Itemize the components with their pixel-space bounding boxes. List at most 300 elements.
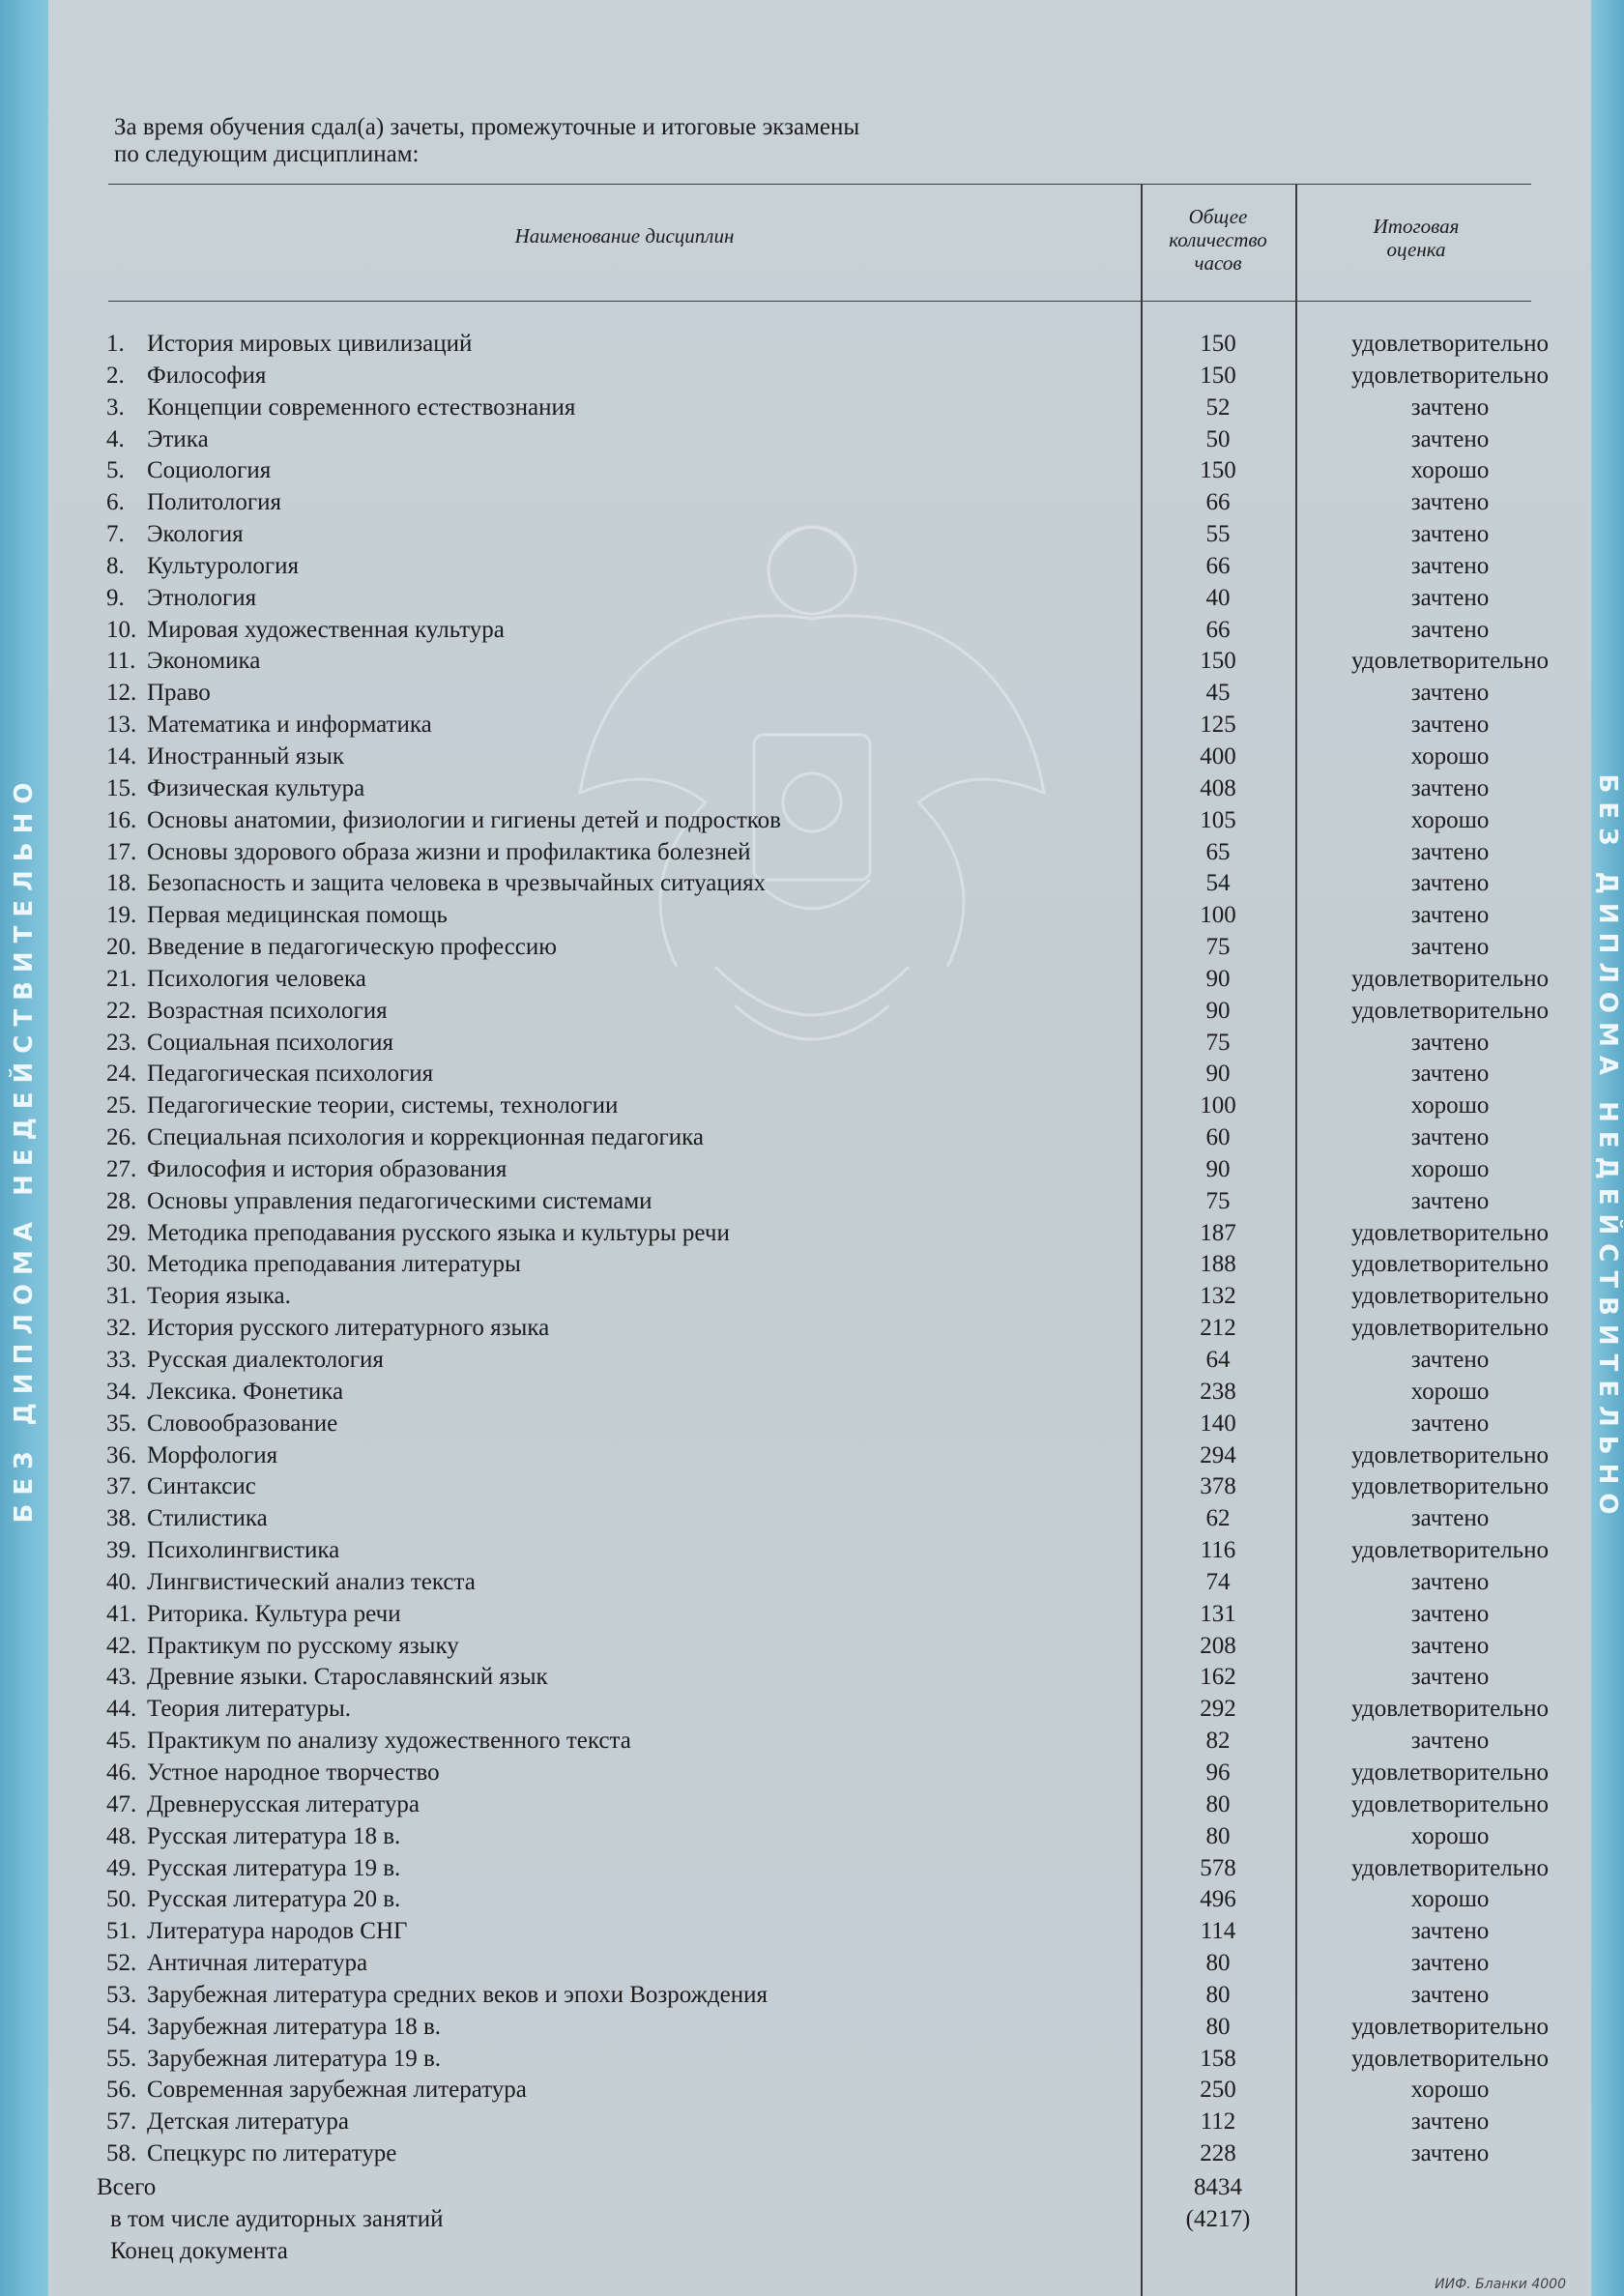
discipline-grade: зачтено [1410,1728,1490,1755]
discipline-name: Культурология [147,552,299,579]
intro-line-2: по следующим дисциплинам: [114,141,420,167]
row-number: 15. [106,774,137,801]
left-security-strip [0,0,48,2296]
discipline-name: Практикум по анализу художественного текста [147,1728,631,1755]
header-grade-line-2: оценка [1386,238,1446,261]
table-row [106,964,1614,996]
discipline-hours: 125 [1200,712,1236,739]
table-row [106,615,1614,647]
table-row [106,1281,1614,1313]
row-number: 11. [106,648,136,675]
auditorium-value: (4217) [1185,2206,1251,2232]
discipline-grade: зачтено [1410,2108,1490,2136]
discipline-grade: зачтено [1410,1410,1490,1437]
row-number: 6. [106,489,125,516]
row-number: 41. [106,1600,137,1627]
discipline-grade: зачтено [1410,1918,1490,1945]
discipline-hours: 74 [1205,1568,1231,1595]
discipline-hours: 132 [1200,1283,1236,1310]
discipline-name: История мировых цивилизаций [147,331,473,357]
discipline-name: Русская литература 19 в. [147,1854,401,1881]
discipline-grade: хорошо [1410,742,1490,770]
discipline-grade: зачтено [1410,393,1490,421]
discipline-grade: удовлетворительно [1351,1219,1549,1246]
discipline-hours: 80 [1205,1822,1231,1849]
table-row [106,900,1614,932]
row-number: 30. [106,1251,137,1278]
discipline-hours: 90 [1205,1061,1231,1088]
discipline-grade: хорошо [1410,1155,1490,1182]
discipline-grade: удовлетворительно [1351,1251,1549,1278]
discipline-grade: удовлетворительно [1351,331,1549,357]
table-row [106,1059,1614,1090]
discipline-name: Зарубежная литература средних веков и эпохи Возрождения [147,1981,768,2008]
discipline-name: Концепции современного естествознания [147,393,576,421]
discipline-grade: удовлетворительно [1351,1790,1549,1817]
end-of-document-label: Конец документа [110,2238,288,2264]
form-code: ИИФ. Бланки 4000 [1435,2277,1566,2292]
discipline-grade: удовлетворительно [1351,965,1549,992]
discipline-name: Теория литературы. [147,1696,352,1723]
discipline-hours: 131 [1200,1600,1236,1627]
table-row [106,1028,1614,1060]
header-grade-line-1: Итоговая [1373,215,1460,238]
discipline-grade: хорошо [1410,1092,1490,1119]
disciplines-list [106,329,1614,2170]
discipline-grade: удовлетворительно [1351,1758,1549,1786]
discipline-grade: зачтено [1410,1505,1490,1532]
table-row [106,1471,1614,1503]
auditorium-row [97,2203,1605,2235]
discipline-grade: зачтено [1410,712,1490,739]
discipline-name: Лингвистический анализ текста [147,1568,476,1595]
discipline-hours: 100 [1200,902,1236,929]
discipline-hours: 208 [1200,1632,1236,1659]
table-row [106,1789,1614,1821]
discipline-hours: 578 [1200,1854,1236,1881]
table-row [106,1249,1614,1281]
table-row [106,551,1614,583]
discipline-name: Морфология [147,1441,278,1468]
header-discipline-name: Наименование дисциплин [514,224,735,247]
discipline-hours: 60 [1205,1124,1231,1151]
discipline-hours: 116 [1200,1537,1236,1564]
row-number: 48. [106,1822,137,1849]
row-number: 54. [106,2013,137,2040]
discipline-grade: удовлетворительно [1351,2045,1549,2072]
table-row [106,1884,1614,1916]
discipline-grade: зачтено [1410,1950,1490,1977]
discipline-grade: зачтено [1410,1347,1490,1373]
table-row [106,2075,1614,2107]
row-number: 56. [106,2077,137,2104]
discipline-hours: 140 [1200,1410,1236,1437]
row-number: 32. [106,1315,137,1342]
discipline-hours: 66 [1205,616,1231,643]
table-row [106,996,1614,1028]
row-number: 12. [106,680,137,707]
row-number: 38. [106,1505,137,1532]
row-number: 19. [106,902,137,929]
discipline-name: Русская литература 20 в. [147,1886,401,1913]
table-row [106,2044,1614,2076]
table-row [106,710,1614,741]
discipline-hours: 50 [1205,425,1231,452]
table-row [106,455,1614,487]
discipline-hours: 96 [1205,1758,1231,1786]
table-row [106,1916,1614,1948]
intro-text [114,114,859,168]
discipline-name: Детская литература [147,2108,349,2136]
discipline-name: Древние языки. Старославянский язык [147,1664,548,1691]
discipline-hours: 80 [1205,1790,1231,1817]
table-row [106,1694,1614,1726]
discipline-name: Лексика. Фонетика [147,1378,344,1405]
discipline-hours: 112 [1200,2108,1236,2136]
discipline-grade: зачтено [1410,1187,1490,1214]
discipline-hours: 496 [1200,1886,1236,1913]
table-row [106,424,1614,456]
discipline-grade: удовлетворительно [1351,1537,1549,1564]
discipline-hours: 80 [1205,1981,1231,2008]
table-row [106,932,1614,964]
discipline-grade: удовлетворительно [1351,1315,1549,1342]
discipline-name: Практикум по русскому языку [147,1632,459,1659]
header-hours-line-3: часов [1194,251,1242,275]
row-number: 44. [106,1696,137,1723]
discipline-hours: 212 [1200,1315,1236,1342]
discipline-name: Мировая художественная культура [147,616,505,643]
row-number: 46. [106,1758,137,1786]
discipline-hours: 75 [1205,1029,1231,1056]
table-row [106,1599,1614,1631]
row-number: 2. [106,362,125,389]
discipline-grade: удовлетворительно [1351,1696,1549,1723]
discipline-grade: зачтено [1410,1124,1490,1151]
header-hours-line-1: Общее [1188,205,1248,228]
discipline-grade: зачтено [1410,616,1490,643]
discipline-hours: 80 [1205,1950,1231,1977]
discipline-hours: 150 [1200,362,1236,389]
discipline-hours: 62 [1205,1505,1231,1532]
discipline-hours: 294 [1200,1441,1236,1468]
discipline-grade: хорошо [1410,1378,1490,1405]
discipline-name: Первая медицинская помощь [147,902,448,929]
row-number: 55. [106,2045,137,2072]
header-final-grade [1295,215,1537,261]
discipline-hours: 250 [1200,2077,1236,2104]
discipline-grade: зачтено [1410,521,1490,548]
discipline-name: Иностранный язык [147,742,344,770]
discipline-name: Античная литература [147,1950,368,1977]
row-number: 7. [106,521,125,548]
row-number: 51. [106,1918,137,1945]
discipline-name: Основы анатомии, физиологии и гигиены детей и подростков [147,806,781,833]
table-row [106,1662,1614,1694]
row-number: 37. [106,1473,137,1500]
row-number: 50. [106,1886,137,1913]
total-value: 8434 [1194,2174,1242,2200]
total-label: Всего [97,2174,157,2200]
discipline-name: История русского литературного языка [147,1315,550,1342]
auditorium-label: в том числе аудиторных занятий [110,2206,444,2232]
discipline-name: Стилистика [147,1505,268,1532]
discipline-name: Основы управления педагогическими системами [147,1187,652,1214]
discipline-grade: зачтено [1410,1664,1490,1691]
table-row [106,1853,1614,1885]
discipline-name: Методика преподавания литературы [147,1251,521,1278]
discipline-grade: зачтено [1410,902,1490,929]
table-row [106,1758,1614,1789]
discipline-hours: 162 [1200,1664,1236,1691]
row-number: 24. [106,1061,137,1088]
left-strip-text: БЕЗ ДИПЛОМА НЕДЕЙСТВИТЕЛЬНО [10,773,39,1523]
discipline-hours: 238 [1200,1378,1236,1405]
discipline-grade: зачтено [1410,425,1490,452]
row-number: 31. [106,1283,137,1310]
discipline-grade: удовлетворительно [1351,997,1549,1024]
discipline-name: Теория языка. [147,1283,291,1310]
discipline-hours: 64 [1205,1347,1231,1373]
discipline-grade: зачтено [1410,680,1490,707]
total-row [97,2171,1605,2203]
discipline-hours: 228 [1200,2140,1236,2167]
discipline-grade: зачтено [1410,584,1490,611]
row-number: 9. [106,584,125,611]
discipline-name: Педагогическая психология [147,1061,434,1088]
table-row [106,868,1614,900]
discipline-hours: 150 [1200,457,1236,484]
row-number: 39. [106,1537,137,1564]
discipline-name: Математика и информатика [147,712,432,739]
table-row [106,1313,1614,1345]
discipline-name: Этнология [147,584,257,611]
discipline-grade: зачтено [1410,1029,1490,1056]
discipline-grade: зачтено [1410,870,1490,897]
discipline-name: Социальная психология [147,1029,394,1056]
row-number: 42. [106,1632,137,1659]
discipline-hours: 82 [1205,1728,1231,1755]
header-hours-line-2: количество [1169,228,1267,251]
discipline-name: Философия и история образования [147,1155,508,1182]
discipline-hours: 40 [1205,584,1231,611]
discipline-name: Методика преподавания русского языка и культуры речи [147,1219,730,1246]
discipline-grade: зачтено [1410,2140,1490,2167]
discipline-hours: 65 [1205,838,1231,865]
table-row [106,1726,1614,1758]
discipline-name: Экология [147,521,244,548]
row-number: 13. [106,712,137,739]
table-row [106,1409,1614,1440]
row-number: 34. [106,1378,137,1405]
discipline-grade: удовлетворительно [1351,362,1549,389]
discipline-grade: удовлетворительно [1351,1283,1549,1310]
discipline-name: Социология [147,457,272,484]
row-number: 33. [106,1347,137,1373]
table-row [106,1567,1614,1599]
discipline-grade: зачтено [1410,1600,1490,1627]
discipline-name: Современная зарубежная литература [147,2077,527,2104]
table-row [106,1503,1614,1535]
discipline-name: Синтаксис [147,1473,256,1500]
discipline-hours: 75 [1205,934,1231,961]
discipline-name: Русская диалектология [147,1347,384,1373]
discipline-name: Педагогические теории, системы, технологии [147,1092,619,1119]
discipline-name: Политология [147,489,281,516]
discipline-hours: 114 [1200,1918,1236,1945]
discipline-grade: зачтено [1410,1632,1490,1659]
discipline-hours: 100 [1200,1092,1236,1119]
row-number: 58. [106,2140,137,2167]
row-number: 1. [106,331,125,357]
row-number: 23. [106,1029,137,1056]
discipline-name: Введение в педагогическую профессию [147,934,557,961]
row-number: 5. [106,457,125,484]
row-number: 4. [106,425,125,452]
table-row [106,2138,1614,2170]
row-number: 49. [106,1854,137,1881]
table-row [106,1440,1614,1472]
table-row [106,741,1614,773]
discipline-grade: удовлетворительно [1351,648,1549,675]
table-row [106,678,1614,710]
header-total-hours [1141,205,1295,275]
discipline-name: Древнерусская литература [147,1790,420,1817]
table-row [106,805,1614,837]
table-row [106,1122,1614,1154]
discipline-grade: хорошо [1410,1822,1490,1849]
discipline-hours: 400 [1200,742,1236,770]
discipline-grade: хорошо [1410,1886,1490,1913]
discipline-name: Зарубежная литература 19 в. [147,2045,442,2072]
table-row [106,519,1614,551]
row-number: 25. [106,1092,137,1119]
row-number: 16. [106,806,137,833]
discipline-hours: 158 [1200,2045,1236,2072]
row-number: 36. [106,1441,137,1468]
row-number: 3. [106,393,125,421]
discipline-hours: 90 [1205,965,1231,992]
right-strip-text: БЕЗ ДИПЛОМА НЕДЕЙСТВИТЕЛЬНО [1593,773,1622,1523]
discipline-hours: 45 [1205,680,1231,707]
discipline-hours: 150 [1200,648,1236,675]
discipline-name: Риторика. Культура речи [147,1600,401,1627]
row-number: 10. [106,616,137,643]
discipline-hours: 54 [1205,870,1231,897]
table-row [106,1821,1614,1853]
table-row [106,2012,1614,2044]
discipline-grade: хорошо [1410,806,1490,833]
discipline-name: Устное народное творчество [147,1758,440,1786]
table-row [106,583,1614,615]
discipline-hours: 150 [1200,331,1236,357]
discipline-name: Безопасность и защита человека в чрезвычайных ситуациях [147,870,767,897]
table-row [106,487,1614,519]
discipline-name: Физическая культура [147,774,365,801]
discipline-name: Право [147,680,211,707]
row-number: 45. [106,1728,137,1755]
totals-block [97,2171,1605,2267]
row-number: 22. [106,997,137,1024]
discipline-hours: 75 [1205,1187,1231,1214]
discipline-hours: 187 [1200,1219,1236,1246]
discipline-name: Спецкурс по литературе [147,2140,397,2167]
table-row [106,1631,1614,1663]
table-row [106,2107,1614,2138]
discipline-hours: 55 [1205,521,1231,548]
discipline-hours: 52 [1205,393,1231,421]
discipline-name: Основы здорового образа жизни и профилактика болезней [147,838,751,865]
row-number: 26. [106,1124,137,1151]
row-number: 40. [106,1568,137,1595]
discipline-hours: 188 [1200,1251,1236,1278]
discipline-name: Экономика [147,648,261,675]
table-row [106,1948,1614,1980]
discipline-name: Философия [147,362,267,389]
table-row [106,1377,1614,1409]
discipline-grade: зачтено [1410,1981,1490,2008]
row-number: 27. [106,1155,137,1182]
discipline-grade: зачтено [1410,552,1490,579]
row-number: 47. [106,1790,137,1817]
discipline-hours: 292 [1200,1696,1236,1723]
row-number: 14. [106,742,137,770]
discipline-grade: зачтено [1410,1568,1490,1595]
discipline-grade: хорошо [1410,2077,1490,2104]
row-number: 8. [106,552,125,579]
table-row [106,646,1614,678]
discipline-hours: 66 [1205,489,1231,516]
intro-line-1: За время обучения сдал(а) зачеты, промежуточные и итоговые экзамены [114,114,860,140]
row-number: 35. [106,1410,137,1437]
discipline-grade: удовлетворительно [1351,1473,1549,1500]
table-row [106,392,1614,424]
discipline-name: Психолингвистика [147,1537,340,1564]
table-row [106,773,1614,805]
end-row [97,2235,1605,2267]
row-number: 43. [106,1664,137,1691]
row-number: 21. [106,965,137,992]
discipline-grade: удовлетворительно [1351,1441,1549,1468]
discipline-name: Русская литература 18 в. [147,1822,401,1849]
row-number: 28. [106,1187,137,1214]
discipline-name: Словообразование [147,1410,338,1437]
table-row [106,329,1614,361]
discipline-hours: 378 [1200,1473,1236,1500]
discipline-grade: удовлетворительно [1351,1854,1549,1881]
discipline-grade: удовлетворительно [1351,2013,1549,2040]
discipline-name: Психология человека [147,965,366,992]
table-row [106,1218,1614,1250]
discipline-name: Зарубежная литература 18 в. [147,2013,442,2040]
row-number: 53. [106,1981,137,2008]
discipline-grade: зачтено [1410,489,1490,516]
discipline-grade: зачтено [1410,774,1490,801]
row-number: 29. [106,1219,137,1246]
row-number: 57. [106,2108,137,2136]
discipline-name: Этика [147,425,209,452]
discipline-name: Возрастная психология [147,997,388,1024]
table-row [106,1535,1614,1567]
discipline-grade: хорошо [1410,457,1490,484]
table-row [106,361,1614,392]
discipline-grade: зачтено [1410,934,1490,961]
table-row [106,1090,1614,1122]
discipline-hours: 66 [1205,552,1231,579]
table-row [106,837,1614,869]
row-number: 17. [106,838,137,865]
discipline-grade: зачтено [1410,1061,1490,1088]
